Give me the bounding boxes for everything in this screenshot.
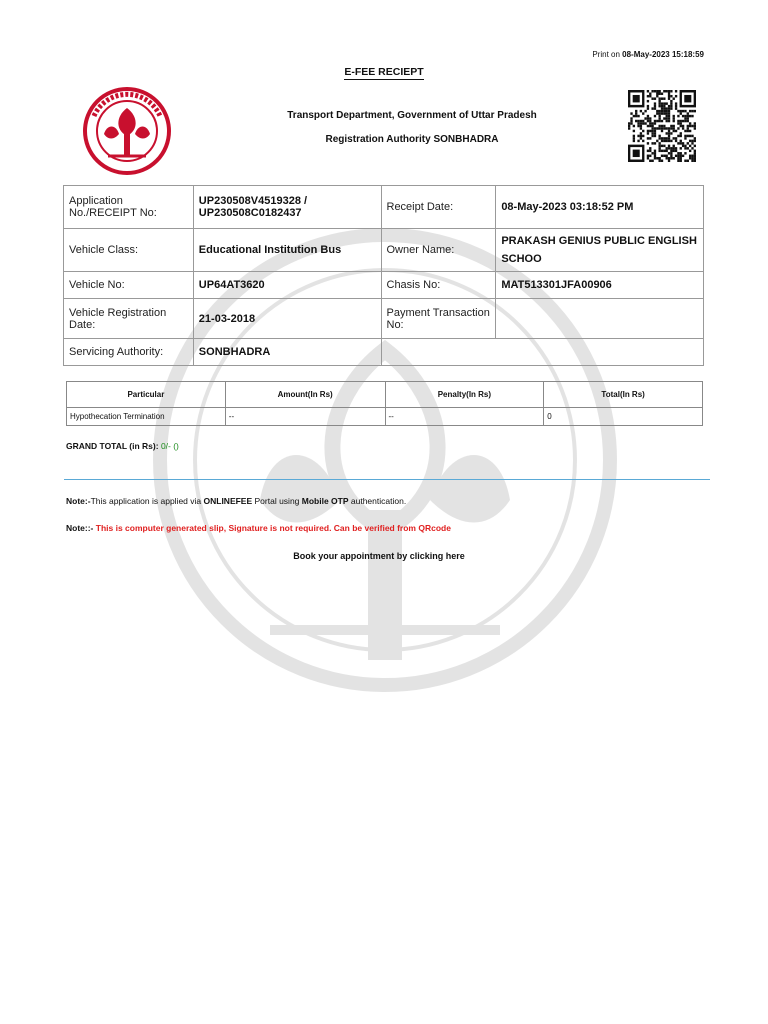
registration-authority: Registration Authority SONBHADRA [325,134,499,145]
note1-prefix: Note:- [66,496,91,506]
registration-date-label: Vehicle Registration Date: [64,299,194,339]
total-cell: 0 [544,408,703,426]
receipt-title [0,66,768,78]
up-government-seal-icon [82,86,172,176]
print-on-label: Print on [592,50,620,59]
print-on-value: 08-May-2023 15:18:59 [622,50,704,59]
penalty-header: Penalty(In Rs) [385,382,544,408]
vehicle-no-value: UP64AT3620 [193,272,381,299]
book-appointment-link[interactable]: Book your appointment by clicking here [293,551,465,561]
table-row [64,339,704,366]
note2-text: This is computer generated slip, Signature is not required. Can be verified from QRcode [93,523,451,533]
divider [64,479,710,480]
amount-cell: -- [225,408,385,426]
total-header: Total(In Rs) [544,382,703,408]
payment-transaction-label: Payment Transaction No: [381,299,496,339]
note-online-fee [66,496,406,506]
grand-total-label: GRAND TOTAL (in Rs): [66,441,159,451]
empty-cell [381,339,496,366]
servicing-authority-label: Servicing Authority: [64,339,194,366]
note1-text-e: authentication. [348,496,407,506]
fee-header-row [67,382,703,408]
table-row [64,186,704,229]
vehicle-class-value: Educational Institution Bus [193,229,381,272]
fee-table [66,381,703,426]
table-row [64,272,704,299]
note1-auth-method: Mobile OTP [301,496,349,506]
owner-name-value: PRAKASH GENIUS PUBLIC ENGLISH SCHOO [496,229,704,272]
department-name: Transport Department, Government of Uttar Pradesh [287,110,537,121]
qr-code-icon [628,90,696,162]
penalty-cell: -- [385,408,544,426]
table-row [64,229,704,272]
receipt-title-text: E-FEE RECIEPT [344,66,424,78]
vehicle-class-label: Vehicle Class: [64,229,194,272]
vehicle-info-table [63,185,704,366]
receipt-number: UP230508C0182437 [198,207,302,219]
note-computer-generated [66,523,451,533]
note2-prefix: Note::- [66,523,94,533]
note1-text-a: This application is applied via [90,496,204,506]
table-row [64,299,704,339]
application-value [193,186,381,229]
amount-header: Amount(In Rs) [225,382,385,408]
application-label: Application No./RECEIPT No: [64,186,194,229]
table-row [67,408,703,426]
owner-name-label: Owner Name: [381,229,496,272]
payment-transaction-value [496,299,704,339]
receipt-date-label: Receipt Date: [381,186,496,229]
particular-cell: Hypothecation Termination [67,408,226,426]
servicing-authority-value: SONBHADRA [193,339,381,366]
receipt-date-value: 08-May-2023 03:18:52 PM [496,186,704,229]
particular-header: Particular [67,382,226,408]
note1-portal: ONLINEFEE [203,496,253,506]
vehicle-no-label: Vehicle No: [64,272,194,299]
note1-text-c: Portal using [252,496,302,506]
grand-total [66,441,179,451]
empty-cell [496,339,704,366]
chasis-no-value: MAT513301JFA00906 [496,272,704,299]
chasis-no-label: Chasis No: [381,272,496,299]
application-number: UP230508V4519328 / [198,195,308,207]
registration-date-value: 21-03-2018 [193,299,381,339]
grand-total-value: 0/- () [160,441,179,451]
print-timestamp [592,50,704,59]
